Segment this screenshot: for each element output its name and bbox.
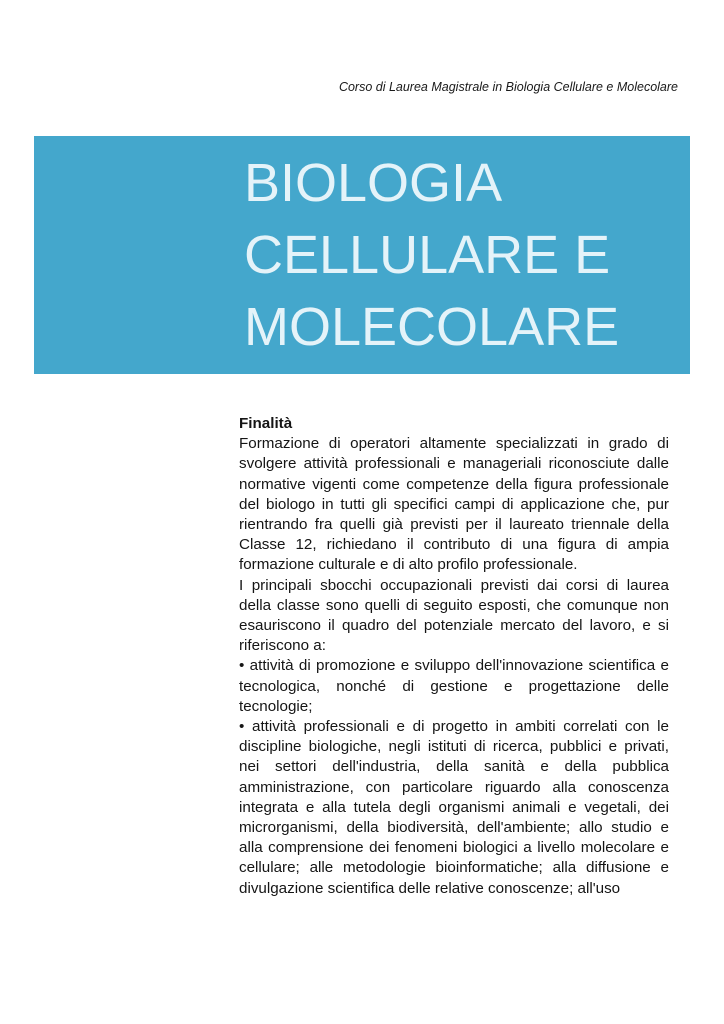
- paragraph-goals: Formazione di operatori altamente specializzati in grado di svolgere attività professionali e manageriali riconosciute dalle normative vigenti come competenze della figura professionale del biologo in tutti gli specifici campi di applicazione che, pur rientrando fra quelli già previsti per il laureato triennale della Classe 12, richiedano il contributo di una figura di ampia formazione culturale e di alto profilo professionale.: [239, 435, 669, 574]
- content-body: [239, 414, 669, 899]
- bullet-item-2: • attività professionali e di progetto in ambiti correlati con le discipline biologiche, negli istituti di ricerca, pubblici e privati, nei settori dell'industria, della sanità e della pubblica amministrazione, con particolare riguardo alla conoscenza integrata e alla tutela degli organismi animali e vegetali, dei microrganismi, della biodiversità, dell'ambiente; allo studio e alla comprensione dei fenomeni biologici a livello molecolare e cellulare; alle metodologie bioinformatiche; alla diffusione e divulgazione scientifica delle relative conoscenze; all'uso: [239, 718, 669, 897]
- paragraph-career: I principali sbocchi occupazionali previsti dai corsi di laurea della classe sono quelli di seguito esposti, che comunque non esauriscono il quadro del potenziale mercato del lavoro, e si riferiscono a:: [239, 576, 669, 655]
- title-line-1: BIOLOGIA: [244, 153, 503, 213]
- title-line-3: MOLECOLARE: [244, 297, 620, 357]
- section-title: Finalità: [239, 415, 293, 432]
- title-line-2: CELLULARE E: [244, 225, 611, 285]
- bullet-item-1: • attività di promozione e sviluppo dell'innovazione scientifica e tecnologica, nonché di gestione e progettazione delle tecnologie;: [239, 657, 669, 715]
- course-header: Corso di Laurea Magistrale in Biologia Cellulare e Molecolare: [338, 80, 678, 94]
- title-banner: [34, 136, 690, 374]
